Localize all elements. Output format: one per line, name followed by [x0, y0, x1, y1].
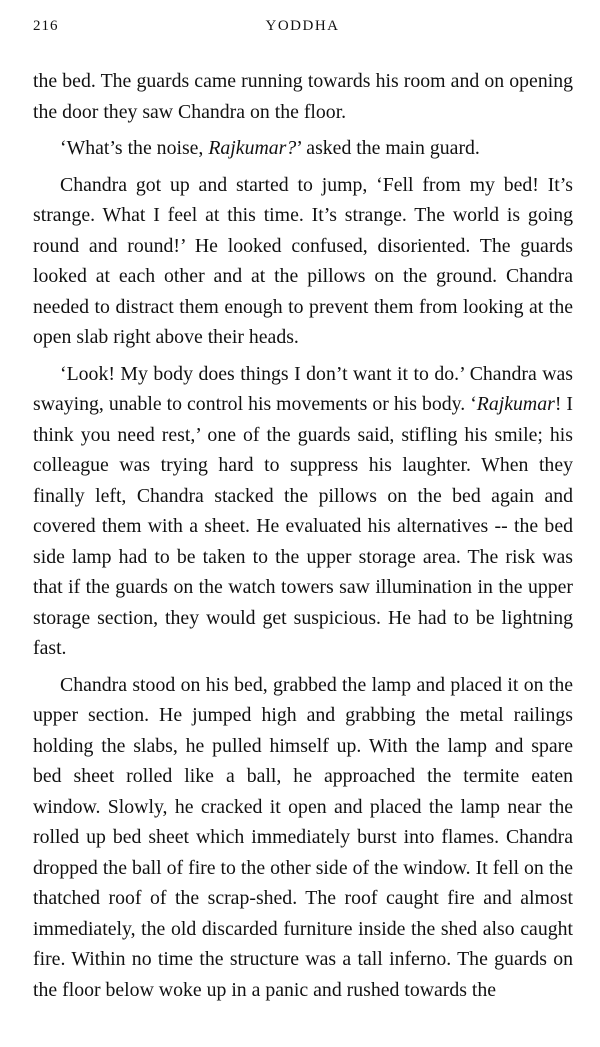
text-segment: ‘What’s the noise,: [60, 137, 209, 159]
paragraph: [33, 670, 573, 1006]
text-segment: ‘Look! My body does things I don’t want it to do.’ Chandra was swaying, unable to control his movements or his body. ‘: [33, 362, 573, 415]
body-text: [33, 66, 573, 1005]
italic-segment: Rajkumar?: [208, 137, 297, 159]
paragraph: [33, 66, 573, 127]
text-segment: ! I think you need rest,’ one of the guards said, stifling his smile; his colleague was trying hard to suppress his laughter. When they finally left, Chandra stacked the pillows on the bed again and covered them with a sheet. He evaluated his alternatives -- the bed side lamp had to be taken to the upper storage area. The risk was that if the guards on the watch towers saw illumination in the upper storage section, they would get suspicious. He had to be lightning fast.: [33, 393, 573, 659]
text-segment: Chandra got up and started to jump, ‘Fell from my bed! It’s strange. What I feel at this time. It’s strange. The world is going round and round!’ He looked confused, disoriented. The guards looked at each other and at the pillows on the ground. Chandra needed to distract them enough to prevent them from looking at the open slab right above their heads.: [33, 173, 573, 348]
text-segment: the bed. The guards came running towards his room and on opening the door they saw Chandra on the floor.: [33, 70, 573, 123]
italic-segment: Rajkumar: [476, 393, 555, 415]
paragraph: [33, 170, 573, 353]
paragraph: [33, 133, 573, 164]
text-segment: ’ asked the main guard.: [296, 137, 480, 159]
page-header: [33, 18, 572, 42]
text-segment: Chandra stood on his bed, grabbed the lamp and placed it on the upper section. He jumped high and grabbing the metal railings holding the slabs, he pulled himself up. With the lamp and spare bed sheet rolled like a ball, he approached the termite eaten window. Slowly, he cracked it open and placed the lamp near the rolled up bed sheet which immediately burst into flames. Chandra dropped the ball of fire to the other side of the window. It fell on the thatched roof of the scrap-shed. The roof caught fire and almost immediately, the old discarded furniture inside the shed also caught fire. Within no time the structure was a tall inferno. The guards on the floor below woke up in a panic and rushed towards the: [33, 673, 573, 1001]
running-head: YODDHA: [265, 18, 340, 34]
paragraph: [33, 359, 573, 664]
page-number: 216: [33, 18, 59, 34]
